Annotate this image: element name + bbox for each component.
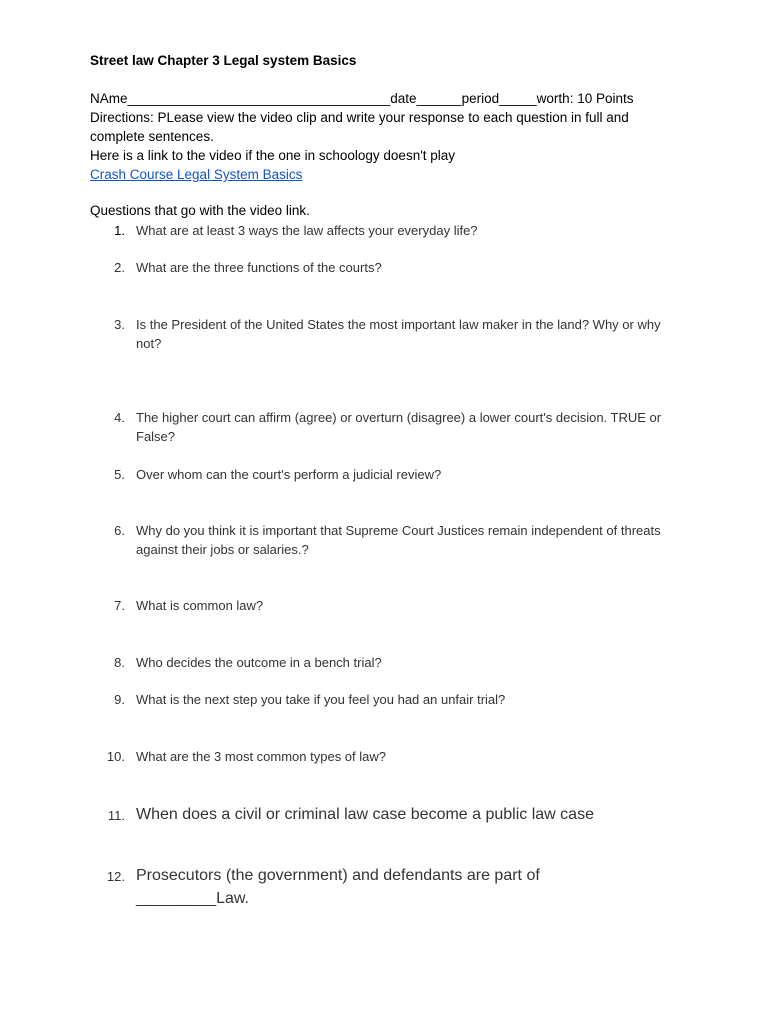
page-title: Street law Chapter 3 Legal system Basics (90, 53, 357, 68)
header-block (90, 89, 690, 184)
question-text: Who decides the outcome in a bench trial? (136, 655, 382, 670)
question-number: 10. (106, 749, 125, 764)
question-number: 6. (114, 523, 125, 538)
question-number: 5. (114, 467, 125, 482)
question-number: 3. (114, 317, 125, 332)
question-text: Is the President of the United States the most important law maker in the land? Why or why not? (136, 317, 661, 351)
questions-intro: Questions that go with the video link. (90, 203, 310, 218)
question-text: Over whom can the court's perform a judicial review? (136, 467, 442, 482)
question-number: 2. (114, 260, 125, 275)
question-number: 4. (114, 410, 125, 425)
question-text: What are at least 3 ways the law affects your everyday life? (136, 223, 478, 238)
question-text: Prosecutors (the government) and defendants are part of _________Law. (136, 867, 540, 907)
question-number: 11. (107, 808, 125, 823)
link-note: Here is a link to the video if the one in schoology doesn't play (90, 148, 456, 163)
directions-line-1: Directions: PLease view the video clip and write your response to each question in full and (90, 110, 629, 125)
question-number: 9. (114, 692, 125, 707)
video-link[interactable]: Crash Course Legal System Basics (90, 167, 303, 182)
question-text: What is common law? (136, 598, 264, 613)
question-number: 8. (114, 655, 125, 670)
question-text: When does a civil or criminal law case become a public law case (136, 806, 594, 823)
question-number: 1. (114, 223, 125, 238)
name-date-period-line: NAme___________________________________date______period_____worth: 10 Points (90, 91, 634, 106)
question-text: What is the next step you take if you feel you had an unfair trial? (136, 692, 506, 707)
directions-line-2: complete sentences. (90, 129, 214, 144)
question-text: What are the 3 most common types of law? (136, 749, 386, 764)
question-number: 7. (114, 598, 125, 613)
question-text: What are the three functions of the courts? (136, 260, 382, 275)
question-text: Why do you think it is important that Supreme Court Justices remain independent of threats against their jobs or salaries.? (136, 523, 661, 557)
question-number: 12. (106, 869, 125, 884)
question-text: The higher court can affirm (agree) or overturn (disagree) a lower court's decision. TRUE or False? (136, 410, 662, 444)
